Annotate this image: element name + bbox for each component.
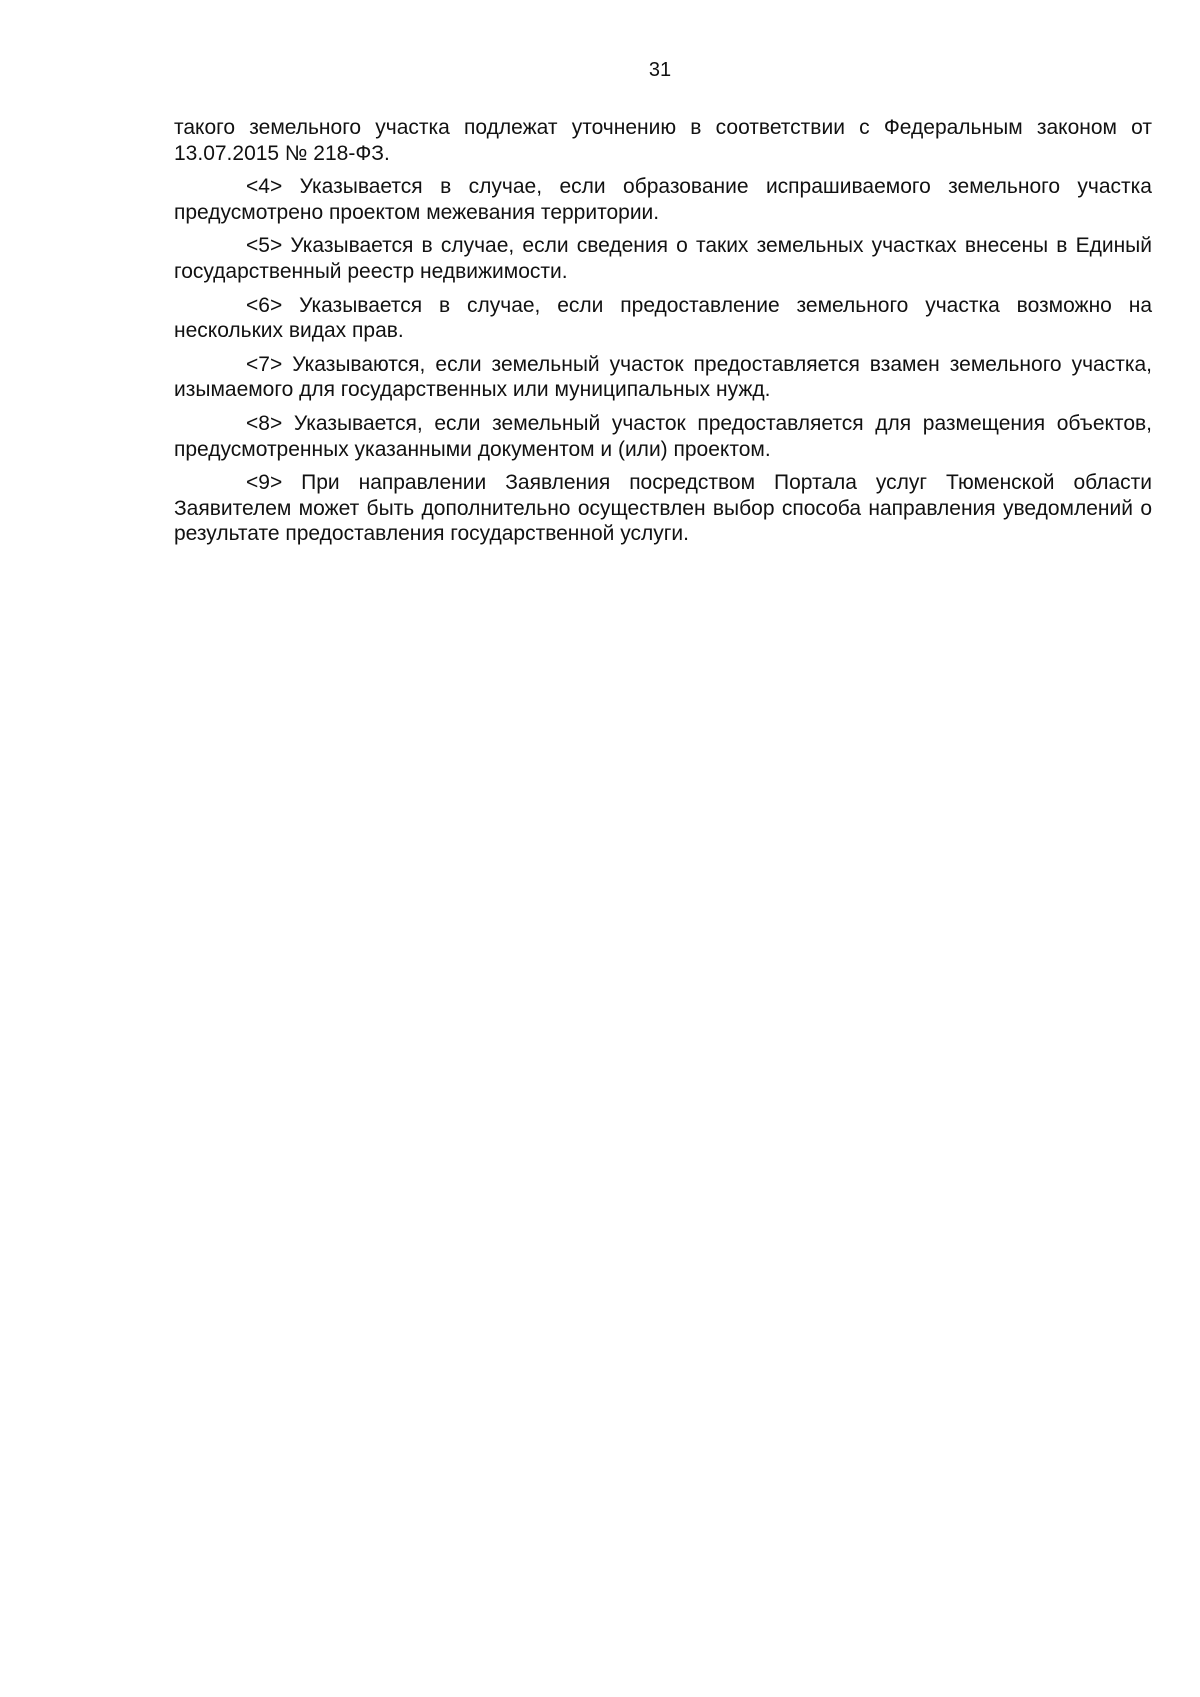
footnote-4: <4> Указывается в случае, если образование испрашиваемого земельного участка предусмотрено проектом межевания территории.: [174, 175, 1152, 224]
footnote-5: <5> Указывается в случае, если сведения о таких земельных участках внесены в Единый государственный реестр недвижимости.: [174, 234, 1152, 283]
footnote-9: <9> При направлении Заявления посредством Портала услуг Тюменской области Заявителем может быть дополнительно осуществлен выбор способа направления уведомлений о результате предоставления государственной услуги.: [174, 471, 1152, 546]
footnote-8: <8> Указывается, если земельный участок предоставляется для размещения объектов, предусмотренных указанными документом и (или) проектом.: [174, 411, 1152, 461]
footnotes-section: [174, 115, 1152, 555]
page-number: 31: [648, 59, 672, 81]
footnote-7: <7> Указываются, если земельный участок предоставляется взамен земельного участка, изымаемого для государственных или муниципальных нужд.: [174, 352, 1152, 402]
footnote-6: <6> Указывается в случае, если предоставление земельного участка возможно на нескольких видах прав.: [174, 293, 1152, 343]
footnote-continuation: такого земельного участка подлежат уточнению в соответствии с Федеральным законом от 13.07.2015 № 218-ФЗ.: [174, 116, 1152, 165]
